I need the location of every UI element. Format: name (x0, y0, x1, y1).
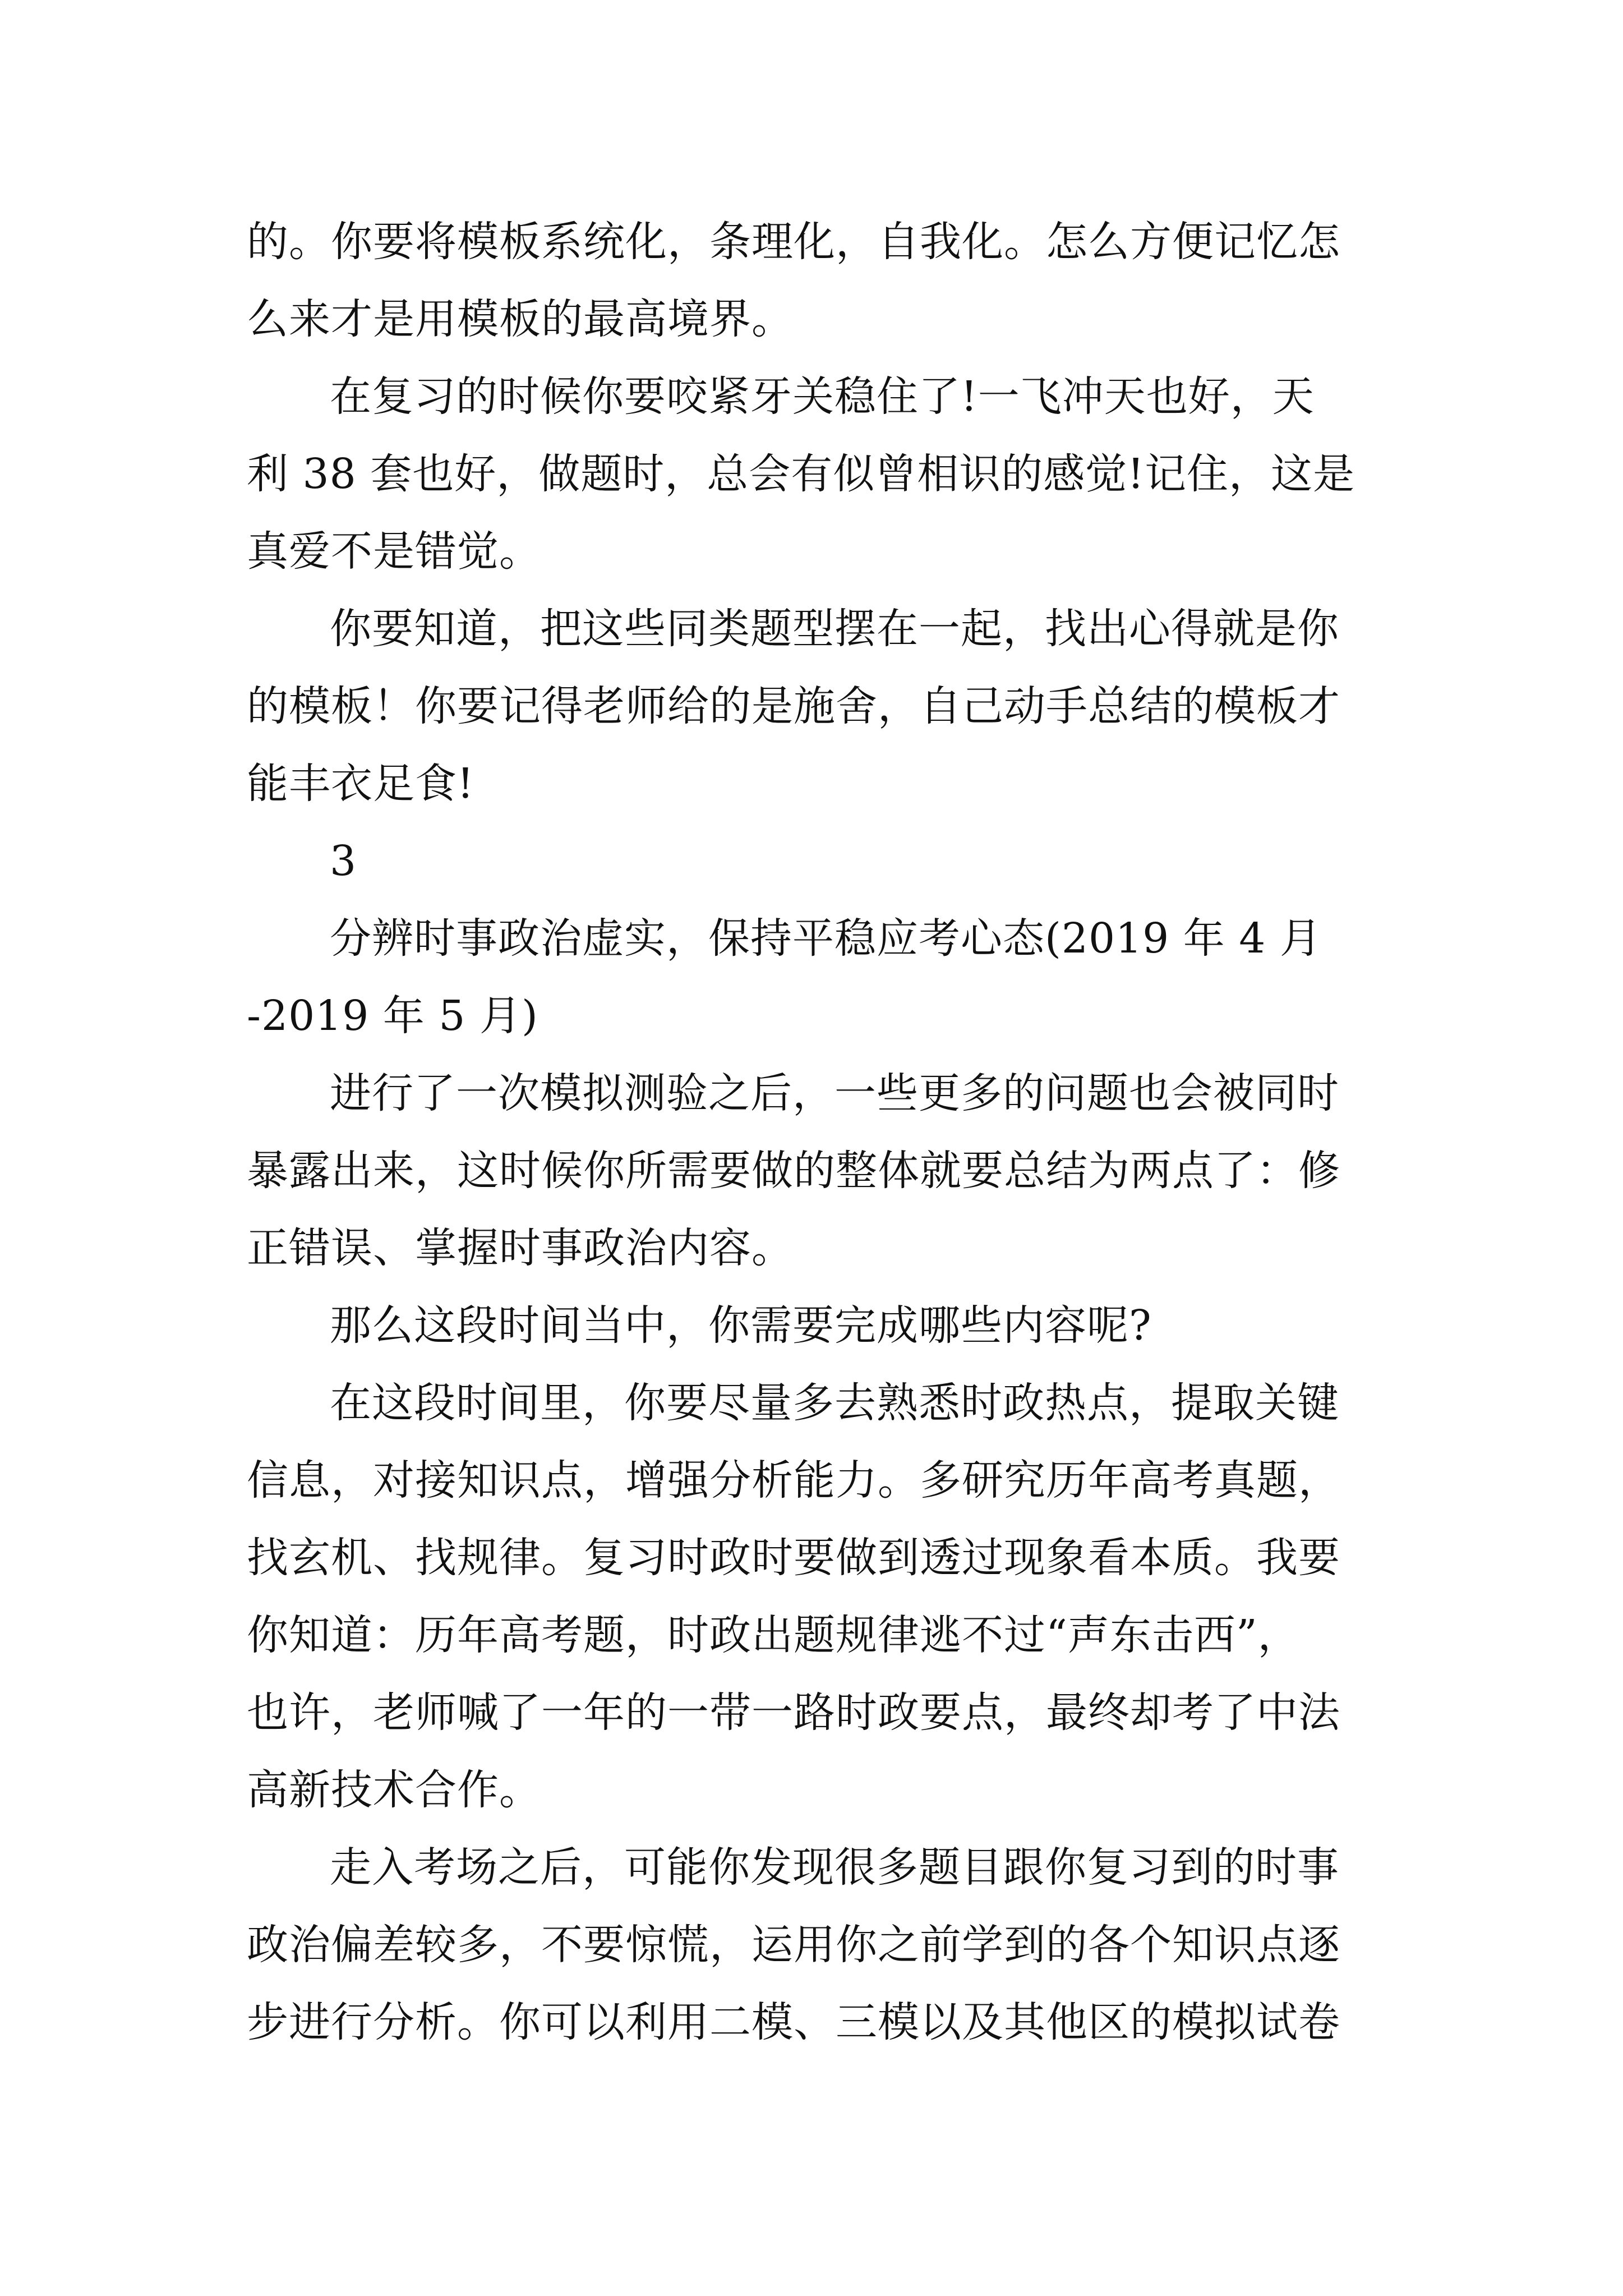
text-line: 你知道：历年高考题，时政出题规律逃不过“声东击西”， (247, 1611, 1300, 1659)
text-line: 政治偏差较多，不要惊慌，运用你之前学到的各个知识点逐 (247, 1921, 1340, 1969)
paragraph (247, 1287, 1391, 1364)
text-line: 分辨时事政治虚实，保持平稳应考心态(2019 年 4 月 (330, 914, 1322, 963)
paragraph (247, 1055, 1391, 1287)
text-line: 你要知道，把这些同类题型摆在一起，找出心得就是你 (330, 605, 1339, 653)
section-number (247, 822, 1391, 900)
text-line: 走入考场之后，可能你发现很多题目跟你复习到的时事 (330, 1843, 1339, 1892)
text-line: 步进行分析。你可以利用二模、三模以及其他区的模拟试卷 (247, 1998, 1340, 2046)
text-line: 么来才是用模板的最高境界。 (247, 295, 794, 343)
paragraph (247, 1364, 1391, 1829)
paragraph (247, 590, 1391, 822)
text-line: 找玄机、找规律。复习时政时要做到透过现象看本质。我要 (247, 1534, 1340, 1582)
text-line: 信息，对接知识点，增强分析能力。多研究历年高考真题， (247, 1456, 1340, 1504)
document-body (247, 203, 1391, 2061)
paragraph (247, 1829, 1391, 2061)
text-line: 的。你要将模板系统化，条理化，自我化。怎么方便记忆怎 (247, 218, 1340, 266)
text-line: -2019 年 5 月) (247, 992, 538, 1040)
section-heading (247, 900, 1391, 1055)
text-line: 能丰衣足食! (247, 760, 474, 808)
text-line: 利 38 套也好，做题时，总会有似曾相识的感觉!记住，这是 (247, 450, 1355, 498)
text-line: 真爱不是错觉。 (247, 527, 541, 576)
text-line: 正错误、掌握时事政治内容。 (247, 1224, 794, 1272)
paragraph (247, 358, 1391, 590)
text-line: 在复习的时候你要咬紧牙关稳住了!一飞冲天也好，天 (330, 372, 1315, 421)
text-line: 进行了一次模拟测验之后，一些更多的问题也会被同时 (330, 1069, 1339, 1117)
text-line: 高新技术合作。 (247, 1766, 541, 1814)
paragraph (247, 203, 1391, 358)
text-line: 那么这段时间当中，你需要完成哪些内容呢? (330, 1301, 1152, 1350)
text-line: 的模板！你要记得老师给的是施舍，自己动手总结的模板才 (247, 682, 1340, 730)
text-line: 3 (330, 837, 357, 885)
text-line: 也许，老师喊了一年的一带一路时政要点，最终却考了中法 (247, 1688, 1340, 1737)
text-line: 暴露出来，这时候你所需要做的整体就要总结为两点了：修 (247, 1147, 1340, 1195)
text-line: 在这段时间里，你要尽量多去熟悉时政热点，提取关键 (330, 1379, 1339, 1427)
